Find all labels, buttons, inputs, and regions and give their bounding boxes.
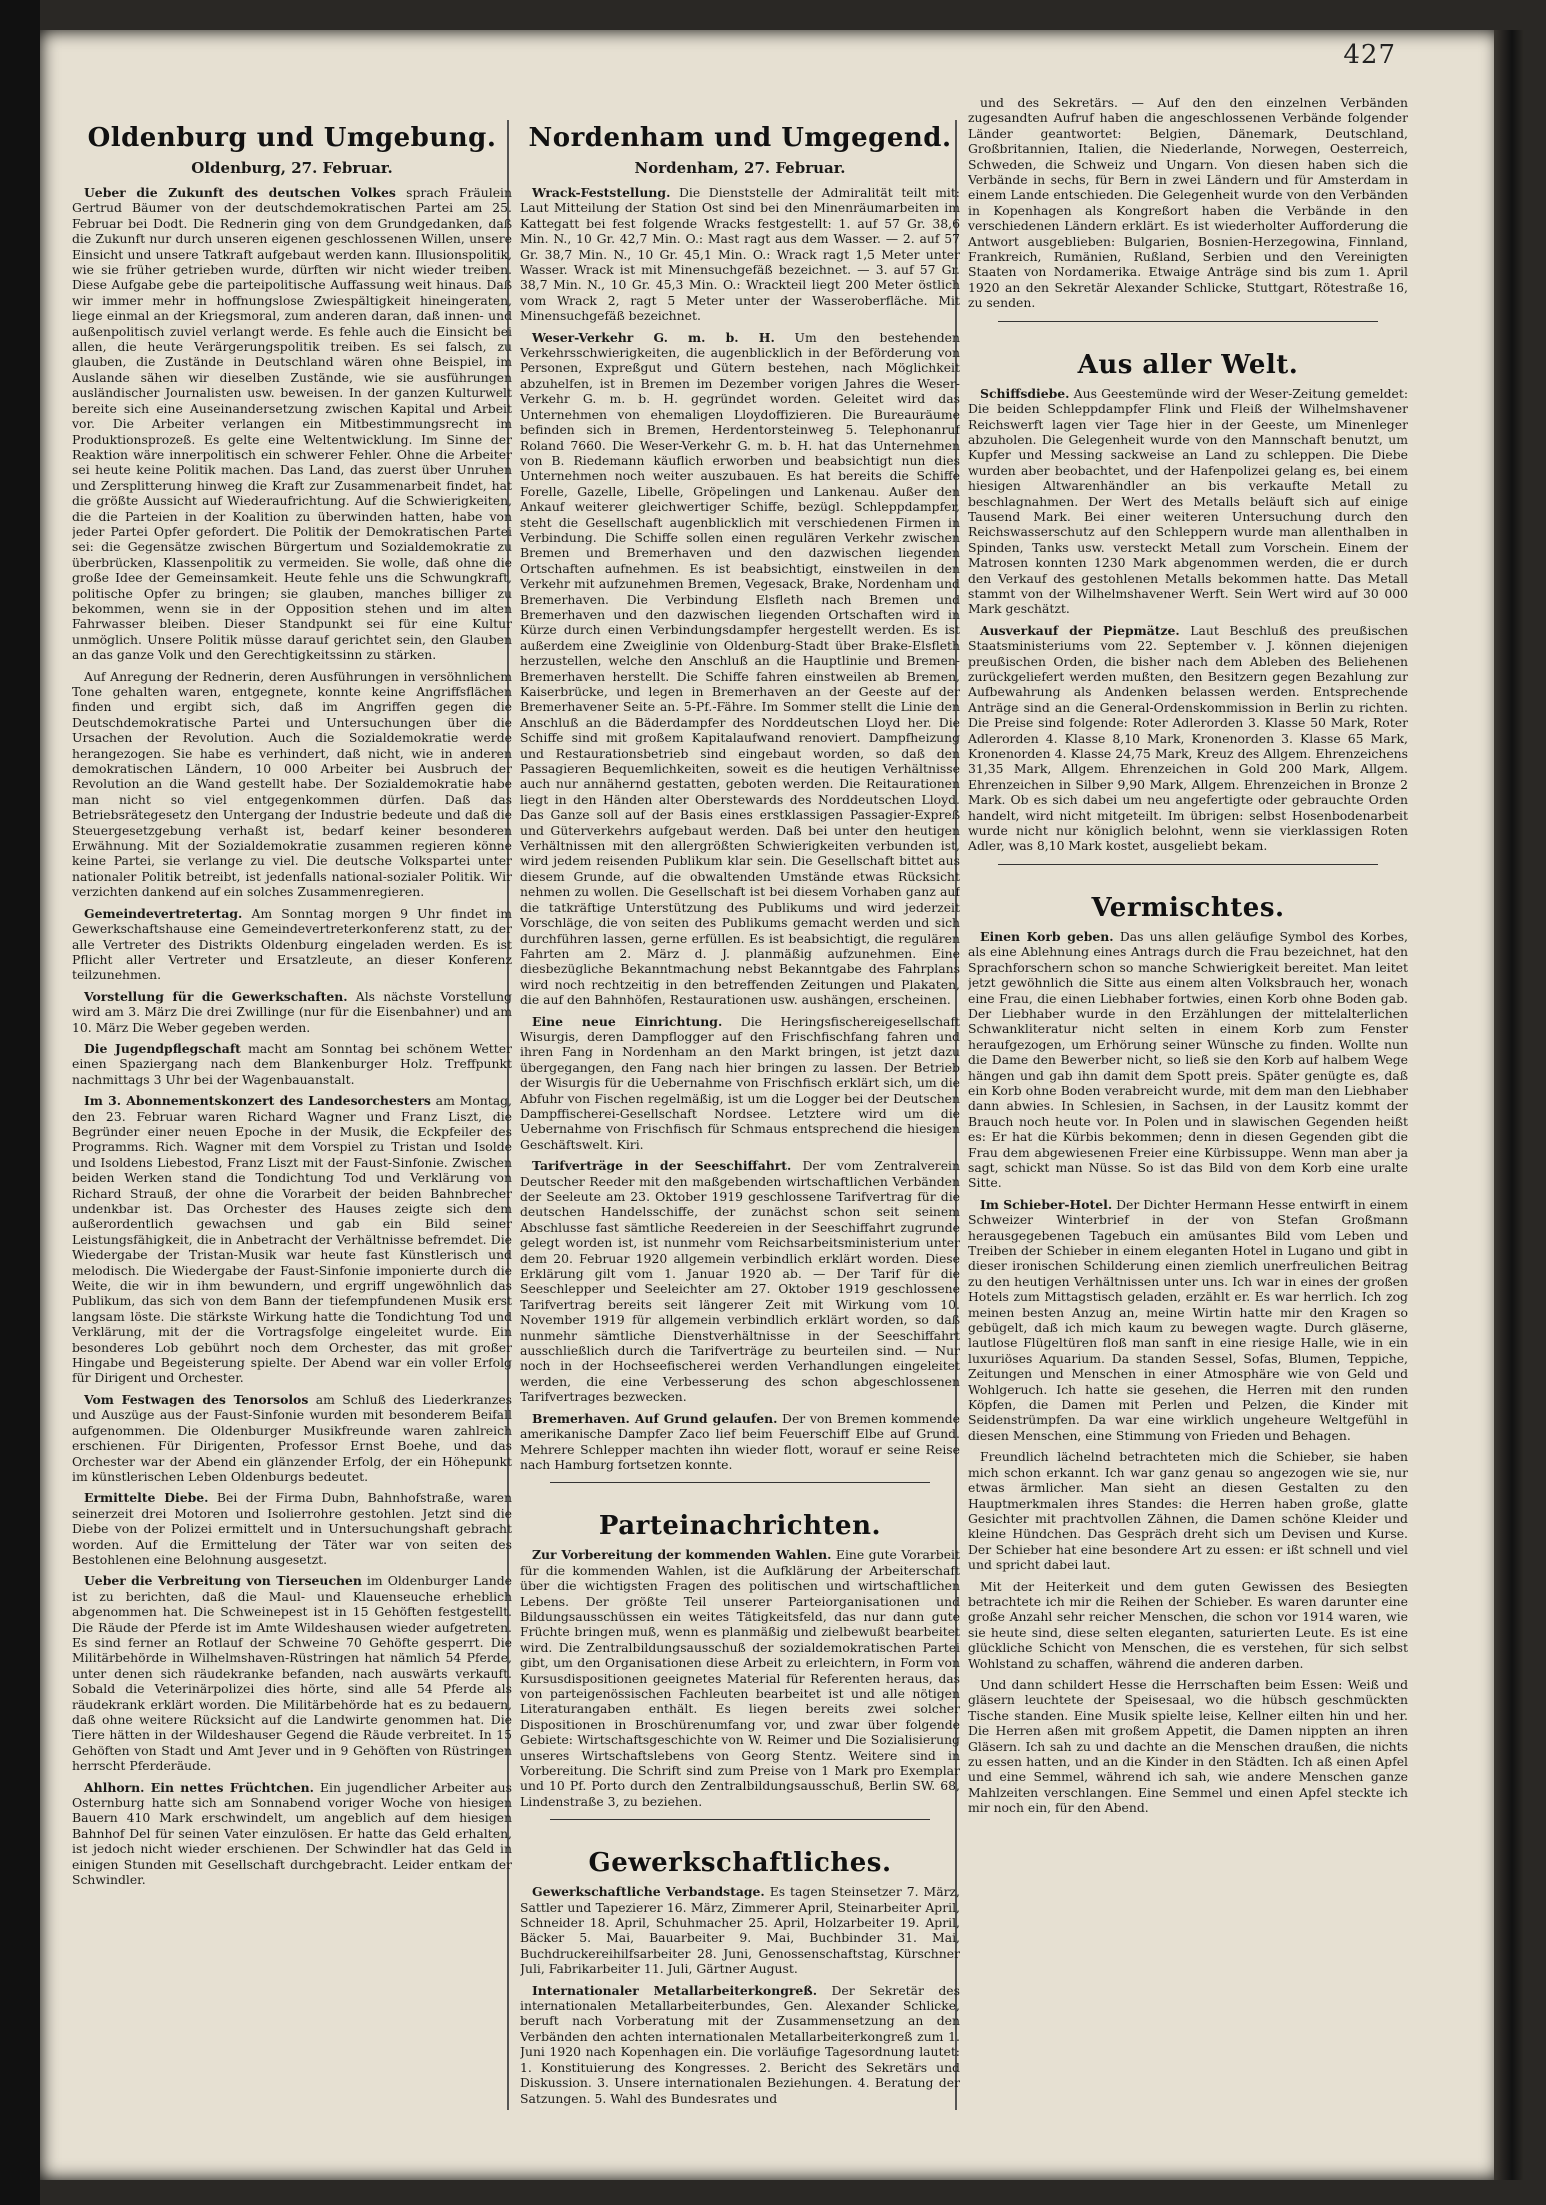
article-paragraph [968, 386, 1408, 617]
article-text: Es tagen Steinsetzer 7. März, Sattler und Tapezierer 16. März, Zimmerer April, Steinarbeiter April, Schneider 18. April, Schuhmacher 25. April, Holzarbeiter 19. April, Bäcker 5. Mai, Bauarbeiter 9. Mai, Buchbinder 31. Mai, Buchdruckereihilfsarbeiter 28. Juni, Genossenschaftstag, Kürschner Juli, Fabrikarbeiter 11. Juli, Gärtner August. [520, 1884, 960, 1977]
article-paragraph [72, 1093, 512, 1386]
article-paragraph [968, 929, 1408, 1191]
article-lede: Bremerhaven. Auf Grund gelaufen. [532, 1410, 778, 1426]
article-lede: Weser-Verkehr G. m. b. H. [532, 329, 775, 345]
article-paragraph [520, 1983, 960, 2106]
article-paragraph [72, 669, 512, 900]
article-lede: Gemeindevertretertag. [84, 905, 243, 921]
article-text: Der vom Zentralverein Deutscher Reeder mit den maßgebenden wirtschaftlichen Verbänden der Seeleute am 23. Oktober 1919 geschlossene Tarifvertrag für die deutschen Handelsschiffe, der zunächst schon seit seinem Abschlusse fast sämtliche Reedereien in der Seeschiffahrt zugrunde gelegt worden ist, ist nunmehr vom Reichsarbeitsministerium unter dem 20. Februar 1920 allgemein verbindlich erklärt worden. Diese Erklärung gilt vom 1. Januar 1920 ab. — Der Tarif für die Seeschlepper und Seeleichter am 27. Oktober 1919 geschlossene Tarifvertrag bereits seit längerer Zeit mit Wirkung vom 10. November 1919 für allgemein verbindlich erklärt worden, so daß nunmehr sämtliche Dienstverhältnisse in der Seeschiffahrt ausschließlich durch die Tarifverträge zu beurteilen sind. — Nur noch in der Hochseefischerei werden Verhandlungen eingeleitet werden, die eine Verbesserung des schon abgeschlossenen Tarifvertrages bezwecken. [520, 1158, 960, 1405]
article-lede: Gewerkschaftliche Verbandstage. [532, 1884, 765, 1900]
article-paragraph [72, 1490, 512, 1567]
article-text: Ein jugendlicher Arbeiter aus Osternburg hatte sich am Sonnabend voriger Woche von hiesigen Bauern 410 Mark erschwindelt, um angeblich auf dem hiesigen Bahnhof Del für seinen Vater einzulösen. Er hatte das Geld erhalten, ist jedoch nicht wieder erschienen. Der Schwindler hat das Geld in einigen Stunden mit Gesellschaft durchgebracht. Leider entkam der Schwindler. [72, 1779, 512, 1888]
page-binding [1494, 30, 1524, 2180]
article-lede: Ueber die Zukunft des deutschen Volkes [84, 185, 396, 200]
article-text: Eine gute Vorarbeit für die kommenden Wahlen, ist die Aufklärung der Arbeiterschaft über die wichtigsten Fragen des politischen und wirtschaftlichen Lebens. Der größte Teil unserer Parteiorganisationen und Bildungsausschüssen ein weites Tätigkeitsfeld, das nur dann gute Früchte bringen muß, wenn es planmäßig und zielbewußt bearbeitet wird. Die Zentralbildungsausschuß der sozialdemokratischen Partei gibt, um den Organisationen diese Arbeit zu erleichtern, in Form von Kursusdispositionen geeignetes Material für Referenten heraus, das von parteigenössischen Fachleuten bearbeitet ist und alle nötigen Literaturangaben enthält. Es liegen bereits zwei solcher Dispositionen in Broschürenumfang vor, und zwar über folgende Gebiete: Wirtschaftsgeschichte von W. Reimer und Die Sozialisierung unseres Wirtschaftslebens von Georg Stentz. Weitere sind in Vorbereitung. Die Schrift sind zum Preise von 1 Mark pro Exemplar und 10 Pf. Porto durch den Zentralbildungsausschuß, Berlin SW. 68, Lindenstraße 3, zu beziehen. [520, 1547, 960, 1809]
column-2 [520, 95, 960, 2115]
article-paragraph [72, 185, 512, 663]
article-text: Und dann schildert Hesse die Herrschaften beim Essen: Weiß und gläsern leuchtete der Speisesaal, wo die hübsch geschmückten Tische standen. Eine Musik spielte leise, Kellner eilten hin und her. Die Herren aßen mit großem Appetit, die Damen nippten an ihren Gläsern. Ich sah zu und dachte an die Menschen draußen, die nichts zu essen hatten, und an die Kinder in den Städten. Ich aß einen Apfel und eine Semmel, während ich sah, wie andere Menschen ganze Mahlzeiten verschlangen. Eine Semmel und einen Apfel steckte ich mir noch ein, für den Abend. [968, 1676, 1408, 1816]
article-lede: Einen Korb geben. [980, 928, 1114, 944]
article-text: sprach Fräulein Gertrud Bäumer von der deutschdemokratischen Partei am 25. Februar bei Dodt. Die Rednerin ging von dem Grundgedanken, daß die Zukunft nur durch unseren eigenen geschlossenen Willen, unsere Einsicht und unsere Tatkraft aufgebaut werden kann. Illusionspolitik, wie sie früher getrieben wurde, dürften wir nicht wieder treiben. Diese Aufgabe gebe die parteipolitische Auffassung weit hinaus. Daß wir immer mehr in hoffnungslose Zwiespältigkeit hineingeraten, liege einmal an der Kriegsmoral, zum anderen daran, daß innen- und außenpolitisch zuviel verlangt werde. Es fehle auch die Einsicht bei allen, die heute Verärgerungspolitik treiben. Es sei falsch, zu glauben, die Zustände in Deutschland wären ohne Beispiel, im Auslande sähen wir dieselben Zustände, wie sie ausführungen ausländischer Journalisten usw. beweisen. In der ganzen Kulturwelt bereite sich eine Auseinandersetzung zwischen Kapital und Arbeit vor. Die Arbeiter verlangen ein Mitbestimmungsrecht im Produktionsprozeß. Es gelte eine Weltentwicklung. Im Sinne der Reaktion wäre innerpolitisch ein schwerer Fehler. Ohne die Arbeiter sei heute keine Politik machen. Das Land, das zuerst über Unruhen und Zersplitterung hinweg die Kraft zur Zusammenarbeit findet, hat die größte Aussicht auf Wiederaufrichtung. Auf die Schwierigkeiten, die die Parteien in der Koalition zu überwinden hatten, habe von jeder Partei Opfer gefordert. Die Politik der Demokratischen Partei sei: die Gegensätze zwischen Bürgertum und Sozialdemokratie zu überbrücken, Klassenpolitik zu vermeiden. Sie wolle, daß ohne die große Idee der Gemeinsamkeit. Heute fehle uns die Schwungkraft, politische Opfer zu bringen; sie glauben, manches billiger zu bekommen, wenn sie in der Opposition stehen und im alten Fahrwasser bleiben. Dieser Standpunkt sei für eine Kultur unmöglich. Unsere Politik müsse darauf gerichtet sein, den Glauben an das ganze Volk und den Gerechtigkeitssinn zu stärken. [72, 185, 512, 663]
article-paragraph [968, 623, 1408, 854]
article-lede: Tarifverträge in der Seeschiffahrt. [532, 1158, 792, 1174]
article-paragraph [72, 1392, 512, 1484]
article-text: am Montag, den 23. Februar waren Richard Wagner und Franz Liszt, die Begründer einer neuen Epoche in der Musik, die Eckpfeiler des Programms. Rich. Wagner mit dem Vorspiel zu Tristan und Isolde und Isoldens Liebestod, Franz Liszt mit der Faust-Sinfonie. Zwischen beiden Werken stand die Tondichtung Tod und Verklärung von Richard Strauß, der ohne die Vorarbeit der beiden Bahnbrecher undenkbar ist. Das Orchester des Hauses zeigte sich dem außerordentlich gewachsen und gab ein Bild seiner Leistungsfähigkeit, die in Anbetracht der Verhältnisse befremdet. Die Wiedergabe der Tristan-Musik war heute fast Künstlerisch und melodisch. Die Wiedergabe der Faust-Sinfonie imponierte durch die Weite, die wir in ihm bewundern, und ergriff ungewöhnlich das Publikum, das sich von dem Bann der tiefempfundenen Musik erst langsam löste. Die stärkste Wirkung hatte die Tondichtung Tod und Verklärung, mit der die Vortragsfolge eingeleitet wurde. Ein besonderes Lob gebührt noch dem Orchester, das mit großer Hingabe und Begeisterung spielte. Der Abend war ein voller Erfolg für Dirigent und Orchester. [72, 1093, 512, 1386]
article-paragraph [968, 1449, 1408, 1572]
article-lede: Wrack-Feststellung. [532, 185, 671, 200]
article-paragraph [520, 1014, 960, 1153]
section-heading: Gewerkschaftliches. [588, 1848, 892, 1879]
article-text: am Schluß des Liederkranzes und Auszüge aus der Faust-Sinfonie wurden mit besonderem Beifall aufgenommen. Die Oldenburger Musikfreunde waren zahlreich erschienen. Für Dirigenten, Professor Ernst Boehe, und das Orchester war der Abend ein glänzender Erfolg, der ein Höhepunkt im künstlerischen Leben Oldenburgs bedeutet. [72, 1391, 512, 1484]
article-paragraph [520, 330, 960, 1008]
page-number: 427 [1343, 40, 1396, 70]
article-paragraph [968, 1677, 1408, 1816]
article-lede: Schiffsdiebe. [980, 385, 1070, 401]
article-text: Bei der Firma Dubn, Bahnhofstraße, waren seinerzeit drei Motoren und Isolierrohre gestohlen. Jetzt sind die Diebe von der Polizei ermittelt und in Untersuchungshaft gebracht worden. Auf die Ermittelung der Täter war von seiten des Bestohlenen eine Belohnung ausgesetzt. [72, 1490, 512, 1567]
column-3 [968, 95, 1408, 2115]
article-text: Der Sekretär des internationalen Metallarbeiterbundes, Gen. Alexander Schlicke, beruft nach Vorberatung mit der Zusammensetzung an den Verbänden den achten internationalen Metallarbeiterkongreß zum 1. Juni 1920 nach Kopenhagen ein. Die vorläufige Tagesordnung lautet: 1. Konstituierung des Kongresses. 2. Bericht des Sekretärs und Diskussion. 3. Unsere internationalen Beziehungen. 4. Beratung der Satzungen. 5. Wahl des Bundesrates und [520, 1982, 960, 2106]
article-text: Freundlich lächelnd betrachteten mich die Schieber, sie haben mich schon erkannt. Ich war ganz genau so angezogen wie sie, nur etwas ärmlicher. Man sieht an diesen Gestalten zu den Hauptmerkmalen ihres Standes: die Herren haben große, glatte Gesichter mit prachtvollen Zähnen, die Damen schöne Kleider und kleine Hündchen. Das Gespräch dreht sich um Devisen und Kurse. Der Schieber hat eine besondere Art zu essen: er ißt schnell und viel und spricht dabei laut. [968, 1449, 1408, 1573]
scan-border [0, 0, 40, 2205]
article-text: Als nächste Vorstellung wird am 3. März Die drei Zwillinge (nur für die Eisenbahner) und am 10. März Die Weber gegeben werden. [72, 988, 512, 1035]
article-lede: Internationaler Metallarbeiterkongreß. [532, 1982, 818, 1998]
article-text: Aus Geestemünde wird der Weser-Zeitung gemeldet: Die beiden Schleppdampfer Flink und Fleiß der Wilhelmshavener Reichswerft lagen vier Tage hier in der Geeste, um Minenleger abzuholen. Die Gelegenheit wurde von den Mannschaft benutzt, um Kupfer und Messing sackweise an Land zu schleppen. Die Diebe wurden aber beobachtet, und der Hafenpolizei gelang es, bei einem hiesigen Altwarenhändler an bis verkaufte Metall zu beschlagnahmen. Der Wert des Metalls beläuft sich auf einige Tausend Mark. Bei einer weiteren Untersuchung durch den Reichswasserschutz auf den Schleppern wurde man allenthalben in Spinden, Tanks usw. versteckt Metall zum Vorschein. Einem der Matrosen konnten 1230 Mark abgenommen werden, die er durch den Verkauf des gestohlenen Metalls bekommen hatte. Das Metall stammt von der Wilhelmshavener Werft. Sein Wert wird auf 30 000 Mark geschätzt. [968, 385, 1408, 617]
article-lede: Vom Festwagen des Tenorsolos [84, 1391, 309, 1407]
article-paragraph [968, 95, 1408, 311]
article-text: Mit der Heiterkeit und dem guten Gewissen des Besiegten betrachtete ich mir die Reihen der Schieber. Es waren darunter eine große Anzahl sehr reicher Menschen, die schon vor 1914 waren, wie sie heute sind, diese selten eleganten, saturierten Leute. Es ist eine glückliche Schicht von Menschen, die es verstehen, für sich selbst Wohlstand zu schaffen, während die anderen darben. [968, 1578, 1408, 1671]
section-heading: Oldenburg und Umgebung. [87, 123, 497, 153]
article-text: Der von Bremen kommende amerikanische Dampfer Zaco lief beim Feuerschiff Elbe auf Grund. Mehrere Schlepper machten ihn wieder flott, worauf er seine Reise nach Hamburg fortsetzen konnte. [520, 1410, 960, 1472]
article-paragraph [72, 1780, 512, 1888]
article-text: Am Sonntag morgen 9 Uhr findet im Gewerkschaftshause eine Gemeindevertreterkonferenz statt, zu der alle Vertreter des Distrikts Oldenburg eingeladen werden. Es ist Pflicht aller Vertreter und Ersatzleute, an dieser Konferenz teilzunehmen. [72, 905, 512, 983]
article-paragraph [520, 185, 960, 324]
article-text: Die Dienststelle der Admiralität teilt mit: Laut Mitteilung der Station Ost sind bei den Minenräumarbeiten im Kattegatt bei fest folgende Wracks festgestellt: 1. auf 57 Gr. 38,6 Min. N., 10 Gr. 42,7 Min. O.: Mast ragt aus dem Wasser. — 2. auf 57 Gr. 38,7 Min. N., 10 Gr. 45,1 Min. O.: Wrack ragt 1,5 Meter unter Wasser. Wrack ist mit Minensuchgefäß bezeichnet. — 3. auf 57 Gr. 38,7 Min. N., 10 Gr. 45,3 Min. O.: Wrackteil liegt 200 Meter östlich vom Wrack 2, ragt 5 Meter unter der Wasseroberfläche. Mit Minensuchgefäß bezeichnet. [520, 185, 960, 324]
section-separator [998, 864, 1378, 865]
article-text: und des Sekretärs. — Auf den den einzelnen Verbänden zugesandten Aufruf haben die angeschlossenen Verbände folgender Länder geantwortet: Belgien, Dänemark, Deutschland, Großbritannien, Italien, die Niederlande, Norwegen, Oesterreich, Schweden, die Schweiz und Ungarn. Von diesen haben sich die Verbände in sechs, für Bern in zwei Ländern und für Amsterdam in einem Lande entschieden. Die Gelegenheit wurde von den Verbänden in Kopenhagen als Kongreßort haben die Verbände in den verschiedenen Ländern erklärt. Es ist wiederholter Aufforderung die Antwort ausgeblieben: Bulgarien, Bosnien-Herzegowina, Finnland, Frankreich, Rumänien, Rußland, Serbien und den Vereinigten Staaten von Nordamerika. Etwaige Anträge sind bis zum 1. April 1920 an den Sekretär Alexander Schlicke, Stuttgart, Rötestraße 16, zu senden. [968, 95, 1408, 311]
article-text: macht am Sonntag bei schönem Wetter einen Spaziergang nach dem Blankenburger Holz. Treffpunkt nachmittags 3 Uhr bei der Wagenbauanstalt. [72, 1040, 512, 1087]
section-separator [998, 321, 1378, 322]
article-paragraph [72, 906, 512, 983]
article-lede: Zur Vorbereitung der kommenden Wahlen. [532, 1547, 832, 1563]
section-separator [550, 1819, 930, 1820]
dateline: Nordenham, 27. Februar. [634, 159, 846, 177]
article-text: Die Heringsfischereigesellschaft Wisurgis, deren Dampflogger auf den Frischfischfang fahren und ihren Fang in Nordenham an den Markt bringen, ist jetzt dazu übergegangen, den Fang nach hier bringen zu lassen. Der Betrieb der Wisurgis für die Uebernahme von Frischfisch erklärt sich, um die Abfuhr von Fischen regelmäßig, ist um die Logger bei der Deutschen Dampffischerei-Gesellschaft Nordsee. Letztere wird um die Uebernahme von Frischfisch für Schmaus entsprechend die hiesigen Geschäftswelt. Kiri. [520, 1013, 960, 1152]
section-separator [550, 1482, 930, 1483]
article-paragraph [520, 1547, 960, 1809]
article-lede: Im Schieber-Hotel. [980, 1196, 1113, 1212]
article-text: im Oldenburger Lande ist zu berichten, daß die Maul- und Klauenseuche erheblich abgenommen hat. Die Schweinepest ist in 15 Gehöften festgestellt. Die Räude der Pferde ist im Amte Wildeshausen wieder aufgetreten. Es sind ferner an Rotlauf der Schweine 70 Gehöfte gesperrt. Die Militärbehörde in Wilhelmshaven-Rüstringen hat nämlich 54 Pferde, unter denen sich räudekranke befanden, nach auswärts verkauft. Sobald die Veterinärpolizei dies hörte, sind alle 54 Pferde als räudekrank erklärt worden. Die Militärbehörde hat es zu bedauern, daß ohne weitere Rücksicht auf die Landwirte genommen hat. Die Tiere hätten in der Wildeshauser Gegend die Räude verbreitet. In 15 Gehöften von Stadt und Amt Jever und in 9 Gehöften von Rüstringen herrscht Pferderäude. [72, 1573, 512, 1774]
article-paragraph [72, 1573, 512, 1773]
section-heading: Parteinachrichten. [598, 1511, 882, 1542]
article-paragraph [520, 1158, 960, 1405]
article-text: Laut Beschluß des preußischen Staatsministeriums vom 22. September v. J. können diejenigen preußischen Orden, die bisher nach dem Ableben des Beliehenen zurückgeliefert werden mußten, den Besitzern gegen Bezahlung zur Aufbewahrung als Andenken belassen werden. Entsprechende Anträge sind an die General-Ordenskommission in Berlin zu richten. Die Preise sind folgende: Roter Adlerorden 3. Klasse 50 Mark, Roter Adlerorden 4. Klasse 8,10 Mark, Kronenorden 3. Klasse 65 Mark, Kronenorden 4. Klasse 24,75 Mark, Kreuz des Allgem. Ehrenzeichens 31,35 Mark, Allgem. Ehrenzeichen in Gold 200 Mark, Allgem. Ehrenzeichen in Silber 9,90 Mark, Allgem. Ehrenzeichen in Bronze 2 Mark. Ob es sich dabei um neu angefertigte oder gebrauchte Orden handelt, wird nicht mitgeteilt. Im übrigen: selbst Hosenbodenarbeit wurde nicht nur königlich belohnt, wenn sie vierklassigen Roten Adler, was 8,10 Mark kostet, ausgeliebt bekam. [968, 622, 1408, 854]
section-heading: Aus aller Welt. [1077, 349, 1299, 380]
article-paragraph [968, 1579, 1408, 1671]
article-lede: Ausverkauf der Piepmätze. [980, 622, 1180, 638]
article-lede: Im 3. Abonnementskonzert des Landesorchesters [84, 1093, 431, 1109]
section-heading: Nordenham und Umgegend. [528, 123, 952, 153]
article-text: Das uns allen geläufige Symbol des Korbes, als eine Ablehnung eines Antrags durch die Frau bezeichnet, hat den Sprachforschern schon so manche Schwierigkeit bereitet. Man leitet jetzt gewöhnlich die Sitte aus einem alten Volksbrauch her, wonach eine Frau, die einen Liebhaber fortwies, einen Korb ohne Boden gab. Der Liebhaber wurde in den Erzählungen der mittelalterlichen Schwankliteratur nicht selten in einem Korb zum Fenster heraufgezogen, um Erhörung seiner Wünsche zu finden. Wollte nun die Dame den Bewerber nicht, so ließ sie den Korb auf halbem Wege hängen und gab ihn damit dem Spott preis. Später genügte es, daß ein Korb ohne Boden verabreicht wurde, mit dem man den Liebhaber dann abwies. In Schlesien, in Sachsen, in der Lausitz kommt der Brauch noch heute vor. In Polen und in slawischen Gegenden heißt es: Er hat die Kürbis bekommen; denn in diesen Gegenden gibt die Frau dem abgewiesenen Freier eine Kürbissuppe. Wenn man aber ja sagt, schickt man Nüsse. So ist das Bild von dem Korb eine uralte Sitte. [968, 928, 1408, 1191]
article-text: Auf Anregung der Rednerin, deren Ausführungen in versöhnlichem Tone gehalten waren, entgegnete, konnte keine Angriffsflächen finden und ergibt sich, daß im Angriffen gegen die Deutschdemokratische Partei und Untersuchungen über die Ursachen der Revolution. Auch die Sozialdemokratie werde herangezogen. Sie habe es verhindert, daß nicht, wie in anderen demokratischen Ländern, 10 000 Arbeiter bei Ausbruch der Revolution an die Wand gestellt habe. Der Sozialdemokratie habe man nicht so viel entgegenkommen dürfen. Daß das Betriebsrätegesetz den Untergang der Industrie bedeute und daß die Steuergesetzgebung verhaßt ist, bedarf keiner besonderen Erwähnung. Mit der Sozialdemokratie zusammen regieren könne keine Partei, sie verlange zu viel. Die deutsche Volkspartei unter nationaler Politik betreibt, ist jedenfalls national-sozialer Politik. Wir verzichten dankend auf ein solches Zusammenregieren. [72, 668, 512, 900]
article-lede: Ermittelte Diebe. [84, 1490, 209, 1506]
column-1 [72, 95, 512, 2115]
article-lede: Vorstellung für die Gewerkschaften. [84, 988, 348, 1004]
dateline: Oldenburg, 27. Februar. [191, 159, 393, 177]
article-paragraph [520, 1411, 960, 1473]
article-paragraph [72, 989, 512, 1035]
article-text: Der Dichter Hermann Hesse entwirft in einem Schweizer Winterbrief in der von Stefan Großmann herausgegebenen Tagebuch ein amüsantes Bild vom Leben und Treiben der Schieber in einem eleganten Hotel in Lugano und gibt in dieser ironischen Schilderung einen ziemlich unerfreulichen Beitrag zu den heutigen Verhältnissen unter uns. Ich war in eines der großen Hotels zum Mittagstisch geladen, erzählt er. Es war herrlich. Ich zog meinen besten Anzug an, meine Wirtin hatte mir den Kragen so gebügelt, daß ich mich kaum zu bewegen wagte. Durch gläserne, lautlose Flügeltüren floß man sanft in eine riesige Halle, wie in ein luxuriöses Aquarium. Da standen Sessel, Sofas, Blumen, Teppiche, Zeitungen und Menschen in einer Atmosphäre wie von Geld und Wohlgeruch. Ich hatte sie gesehen, die Herren mit den runden Köpfen, die Damen mit Perlen und Pelzen, die Kinder mit Seidenstrümpfen. Da war eine wirklich ungeheure Weltgefühl in diesen Menschen, eine Stimmung von Frieden und Behagen. [968, 1196, 1408, 1443]
article-lede: Eine neue Einrichtung. [532, 1013, 723, 1029]
article-text: Um den bestehenden Verkehrsschwierigkeiten, die augenblicklich in der Beförderung von Personen, Expreßgut und Gütern bestehen, nach Möglichkeit abzuhelfen, ist in Bremen im Dezember vorigen Jahres die Weser-Verkehr G. m. b. H. gegründet worden. Geleitet wird das Unternehmen von ehemaligen Lloydoffizieren. Die Bureauräume befinden sich in Bremen, Herdentorsteinweg 5. Telephonanruf Roland 7660. Die Weser-Verkehr G. m. b. H. hat das Unternehmen von B. Riedemann käuflich erworben und beabsichtigt nun dies Unternehmen noch weiter auszubauen. Es hat bereits die Schiffe Forelle, Gazelle, Libelle, Gröpelingen und Lankenau. Außer den Ankauf weiterer gleichwertiger Schiffe, bezügl. Schleppdampfer, steht die Gesellschaft augenblicklich mit verschiedenen Firmen in Verbindung. Die Schiffe sollen einen regulären Verkehr zwischen Bremen und Bremerhaven und den dazwischen liegenden Ortschaften aufnehmen. Es ist beabsichtigt, einstweilen in den Verkehr mit aufzunehmen Bremen, Vegesack, Brake, Nordenham und Bremerhaven. Die Verbindung Elsfleth nach Bremen und Bremerhaven und den dazwischen liegenden Ortschaften wird in Kürze durch einen Verbindungsdampfer hergestellt werden. Es ist außerdem eine Zweiglinie von Oldenburg-Stadt über Brake-Elsfleth herzustellen, welche den Anschluß an die Hauptlinie und Bremen-Bremerhaven herstellt. Die Schiffe fahren einstweilen ab Bremen, Kaiserbrücke, und legen in Bremerhaven an der Geeste auf der Bremerhavener Seite an. 5-Pf.-Fähre. Im Sommer stellt die Linie den Anschluß an die Bäderdampfer des Norddeutschen Lloyd her. Die Schiffe sind mit großem Kapitalaufwand renoviert. Dampfheizung und Restaurationsbetrieb sind eingebaut worden, so daß den Passagieren Bequemlichkeiten, soweit es die heutigen Verhältnisse auch nur annähernd gestatten, geboten werden. Die Reitaurationen liegt in den Händen alter Oberstewards des Norddeutschen Lloyd. Das Ganze soll auf der Basis eines erstklassigen Passagier-Expreß und Güterverkehrs aufgebaut werden. Daß bei unter den heutigen Verhältnissen mit den allergrößten Schwierigkeiten verbunden ist, wird jedem reisenden Publikum klar sein. Die Gesellschaft bittet aus diesem Grunde, auf die obwaltenden Umstände etwas Rücksicht nehmen zu wollen. Die Gesellschaft ist bei diesem Vorhaben ganz auf die tatkräftige Unterstützung des Publikums und wird jederzeit Vorschläge, die von seiten des Publikums gemacht werden und sich durchführen lassen, gerne erfüllen. Es ist beabsichtigt, die regulären Fahrten am 2. März d. J. planmäßig aufzunehmen. Eine diesbezügliche Bekanntmachung nebst Bekanntgabe des Fahrplans wird noch rechtzeitig in den betreffenden Zeitungen und Plakaten, die auf den Bahnhöfen, Restaurationen usw. aushängen, erscheinen. [520, 329, 960, 1008]
section-heading: Vermischtes. [1091, 892, 1285, 923]
article-paragraph [968, 1197, 1408, 1444]
article-lede: Ueber die Verbreitung von Tierseuchen [84, 1573, 362, 1589]
article-lede: Ahlhorn. Ein nettes Früchtchen. [84, 1779, 314, 1795]
article-lede: Die Jugendpflegschaft [84, 1040, 241, 1056]
article-paragraph [520, 1884, 960, 1976]
article-paragraph [72, 1041, 512, 1087]
